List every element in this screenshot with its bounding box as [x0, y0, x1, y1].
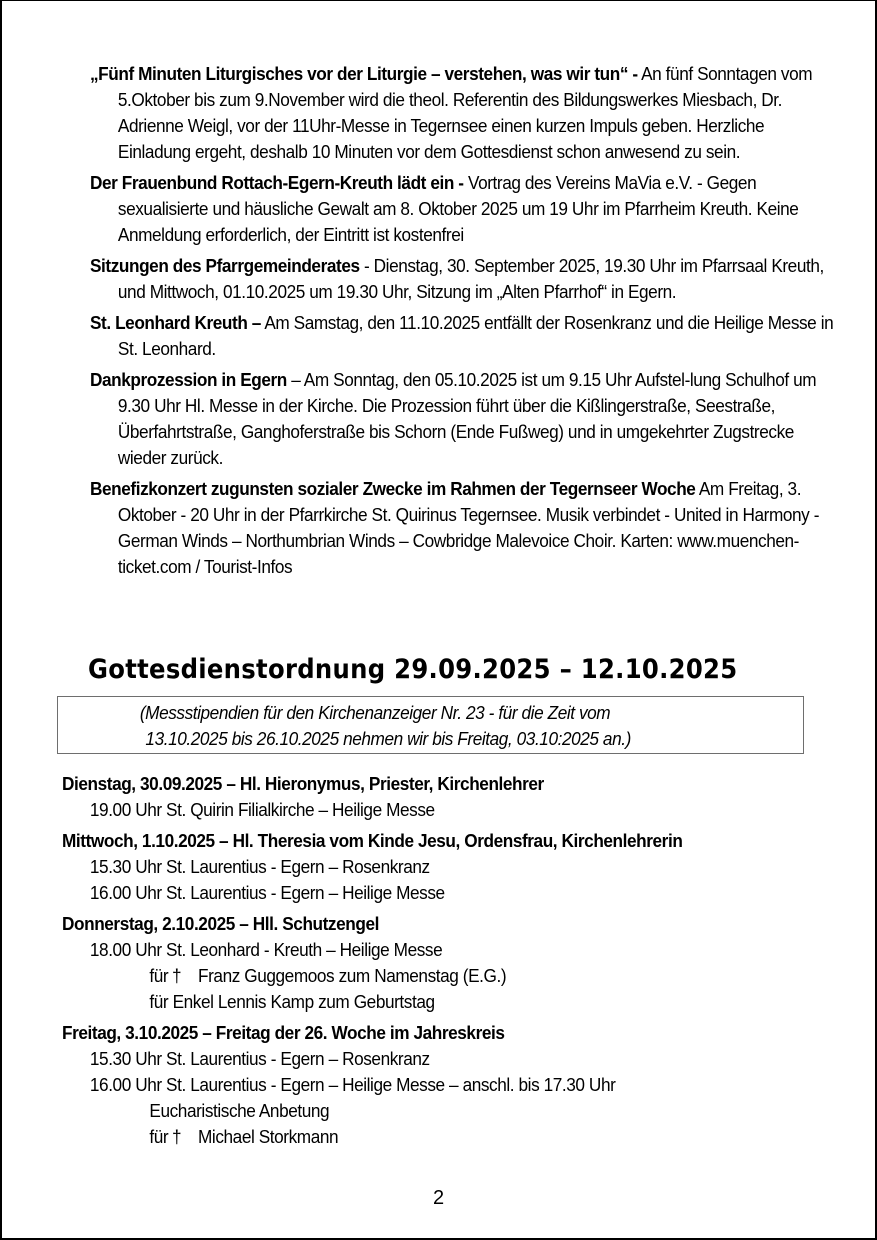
- announcement-benefit-concert: [90, 476, 834, 580]
- mass-intention: [62, 1124, 787, 1150]
- announcement-title: St. Leonhard Kreuth –: [90, 312, 261, 333]
- schedule-day-wednesday: [62, 828, 842, 906]
- service-entry: 15.30 Uhr St. Laurentius - Egern – Rosenkranz: [89, 856, 430, 877]
- announcement-frauenbund: [90, 170, 834, 248]
- schedule-day-thursday: [62, 911, 842, 1015]
- announcement-title: „Fünf Minuten Liturgisches vor der Liturgie – verstehen, was wir tun“ -: [90, 63, 638, 84]
- service-entry: 16.00 Uhr St. Laurentius - Egern – Heilige Messe: [89, 882, 445, 903]
- service-entry: 15.30 Uhr St. Laurentius - Egern – Rosenkranz: [89, 1048, 430, 1069]
- service-entry: 16.00 Uhr St. Laurentius - Egern – Heilige Messe – anschl. bis 17.30 Uhr: [89, 1074, 616, 1095]
- announcement-text: An fünf Sonntagen vom 5.Oktober bis zum 9.November wird die theol. Referentin des Bildungswerkes Miesbach, Dr. Adrienne Weigl, vor der 11Uhr-Messe in Tegernsee einen kurzen Impuls geben. Herzliche Einladung ergeht, deshalb 10 Minuten vor dem Gottesdienst schon anwesend zu sein.: [117, 63, 813, 162]
- day-title: Mittwoch, 1.10.2025 – Hl. Theresia vom Kinde Jesu, Ordensfrau, Kirchenlehrerin: [62, 830, 683, 851]
- announcement-procession: [90, 367, 834, 471]
- day-title: Dienstag, 30.09.2025 – Hl. Hieronymus, Priester, Kirchenlehrer: [62, 773, 544, 794]
- announcement-title: Dankprozession in Egern: [90, 369, 287, 390]
- announcement-text: – Am Sonntag, den 05.10.2025 ist um 9.15 Uhr Aufstel-lung Schulhof um 9.30 Uhr Hl. Messe in der Kirche. Die Prozession führt über die Kißlingerstraße, Seestraße, Überfahrtstraße, Ganghoferstraße bis Schorn (Ende Fußweg) und in umgekehrter Zugstrecke wieder zurück.: [117, 369, 817, 468]
- announcement-text: Am Samstag, den 11.10.2025 entfällt der Rosenkranz und die Heilige Messe in St. Leonhard.: [117, 312, 834, 359]
- intention-prefix: für: [149, 965, 169, 986]
- page-number: 2: [432, 1187, 445, 1209]
- section-heading: Gottesdienstordnung 29.09.2025 – 12.10.2025: [88, 654, 738, 685]
- announcement-st-leonhard: [90, 310, 834, 362]
- service-entry-continuation: Eucharistische Anbetung: [149, 1100, 330, 1121]
- mass-stipend-notice: [57, 696, 804, 754]
- cross-icon: †: [171, 1126, 182, 1147]
- mass-intention: [62, 963, 787, 989]
- schedule-day-friday: [62, 1020, 842, 1150]
- mass-intention: für Enkel Lennis Kamp zum Geburtstag: [149, 991, 435, 1012]
- announcement-text: Vortrag des Vereins MaVia e.V. - Gegen sexualisierte und häusliche Gewalt am 8. Oktober 2025 um 19 Uhr im Pfarrheim Kreuth. Keine Anmeldung erforderlich, der Eintritt ist kostenfrei: [117, 172, 799, 245]
- intention-text: Michael Storkmann: [198, 1126, 339, 1147]
- announcement-liturgy-impulse: [90, 61, 834, 165]
- announcement-pgr-meetings: [90, 253, 834, 305]
- notice-line: (Messstipendien für den Kirchenanzeiger Nr. 23 - für die Zeit vom: [139, 702, 611, 723]
- announcement-title: Der Frauenbund Rottach-Egern-Kreuth lädt ein -: [90, 172, 464, 193]
- service-schedule: [62, 771, 842, 1155]
- notice-line: 13.10.2025 bis 26.10.2025 nehmen wir bis Freitag, 03.10:2025 an.): [145, 728, 631, 749]
- day-title: Freitag, 3.10.2025 – Freitag der 26. Woche im Jahreskreis: [62, 1022, 505, 1043]
- announcement-title: Sitzungen des Pfarrgemeinderates: [90, 255, 360, 276]
- service-entry: 18.00 Uhr St. Leonhard - Kreuth – Heilige Messe: [89, 939, 443, 960]
- day-title: Donnerstag, 2.10.2025 – Hll. Schutzengel: [62, 913, 379, 934]
- announcement-text: - Dienstag, 30. September 2025, 19.30 Uhr im Pfarrsaal Kreuth, und Mittwoch, 01.10.2025 um 19.30 Uhr, Sitzung im „Alten Pfarrhof“ in Egern.: [117, 255, 824, 302]
- announcements: [90, 61, 834, 585]
- cross-icon: †: [171, 965, 182, 986]
- intention-text: Franz Guggemoos zum Namenstag (E.G.): [198, 965, 507, 986]
- announcement-text: Am Freitag, 3. Oktober - 20 Uhr in der Pfarrkirche St. Quirinus Tegernsee. Musik verbindet - United in Harmony - German Winds – Northumbrian Winds – Cowbridge Malevoice Choir. Karten: www.muenchen-ticket.com / Tourist-Infos: [117, 478, 820, 577]
- schedule-day-tuesday: [62, 771, 842, 823]
- service-entry: 19.00 Uhr St. Quirin Filialkirche – Heilige Messe: [89, 799, 435, 820]
- announcement-title: Benefizkonzert zugunsten sozialer Zwecke im Rahmen der Tegernseer Woche: [90, 478, 696, 499]
- intention-prefix: für: [149, 1126, 169, 1147]
